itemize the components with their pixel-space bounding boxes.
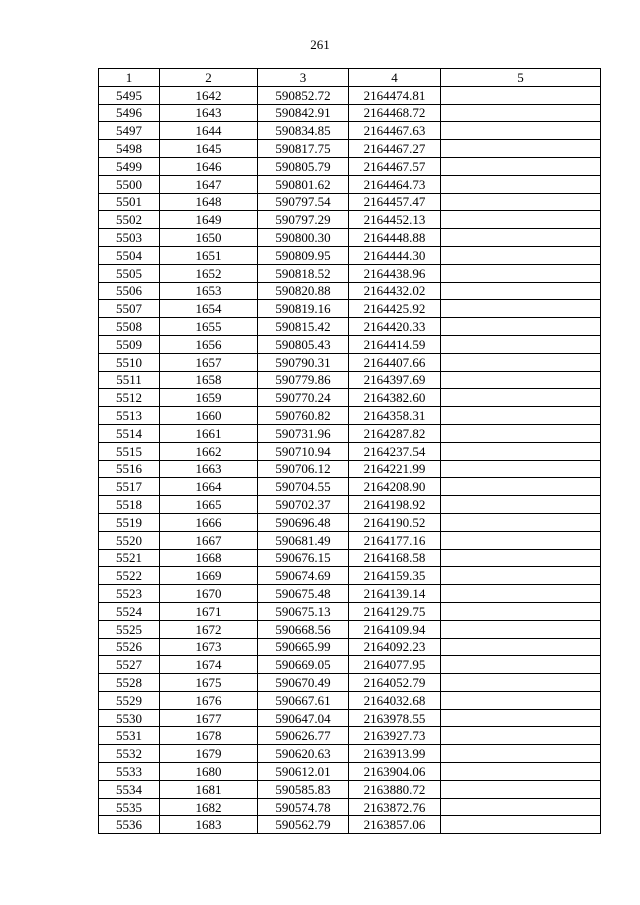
- table-cell-col-5: [441, 318, 601, 336]
- table-cell-col-5: [441, 638, 601, 656]
- table-cell-col-1: 5502: [99, 211, 160, 229]
- table-cell-col-5: [441, 780, 601, 798]
- table-cell-col-3: 590710.94: [258, 442, 349, 460]
- table-cell-col-5: [441, 798, 601, 816]
- table-cell-col-2: 1682: [160, 798, 258, 816]
- table-cell-col-2: 1681: [160, 780, 258, 798]
- table-row: [99, 674, 601, 692]
- table-cell-col-3: 590647.04: [258, 709, 349, 727]
- table-row: [99, 549, 601, 567]
- table-cell-col-5: [441, 389, 601, 407]
- table-cell-col-1: 5514: [99, 424, 160, 442]
- table-cell-col-4: 2164358.31: [349, 407, 441, 425]
- table-cell-col-5: [441, 86, 601, 104]
- table-cell-col-1: 5506: [99, 282, 160, 300]
- table-row: [99, 638, 601, 656]
- table-cell-col-4: 2163872.76: [349, 798, 441, 816]
- table-cell-col-3: 590702.37: [258, 496, 349, 514]
- table-cell-col-4: 2164168.58: [349, 549, 441, 567]
- table-row: [99, 193, 601, 211]
- table-cell-col-1: 5525: [99, 620, 160, 638]
- table-cell-col-5: [441, 300, 601, 318]
- table-cell-col-2: 1667: [160, 531, 258, 549]
- table-cell-col-4: 2164425.92: [349, 300, 441, 318]
- table-cell-col-1: 5510: [99, 353, 160, 371]
- table-cell-col-1: 5534: [99, 780, 160, 798]
- table-cell-col-2: 1677: [160, 709, 258, 727]
- table-cell-col-4: 2164448.88: [349, 229, 441, 247]
- table-cell-col-1: 5522: [99, 567, 160, 585]
- table-row: [99, 424, 601, 442]
- table-cell-col-2: 1658: [160, 371, 258, 389]
- table-row: [99, 246, 601, 264]
- table-cell-col-5: [441, 211, 601, 229]
- table-cell-col-2: 1643: [160, 104, 258, 122]
- table-cell-col-3: 590681.49: [258, 531, 349, 549]
- table-cell-col-5: [441, 496, 601, 514]
- table-cell-col-1: 5520: [99, 531, 160, 549]
- table-cell-col-1: 5527: [99, 656, 160, 674]
- table-cell-col-1: 5519: [99, 513, 160, 531]
- table-row: [99, 816, 601, 834]
- table-cell-col-3: 590574.78: [258, 798, 349, 816]
- table-cell-col-5: [441, 353, 601, 371]
- table-cell-col-3: 590834.85: [258, 122, 349, 140]
- table-cell-col-5: [441, 549, 601, 567]
- table-cell-col-1: 5516: [99, 460, 160, 478]
- table-cell-col-3: 590696.48: [258, 513, 349, 531]
- table-row: [99, 763, 601, 781]
- table-row: [99, 691, 601, 709]
- table-cell-col-1: 5518: [99, 496, 160, 514]
- table-cell-col-2: 1680: [160, 763, 258, 781]
- table-cell-col-4: 2163904.06: [349, 763, 441, 781]
- table-row: [99, 211, 601, 229]
- table-cell-col-5: [441, 745, 601, 763]
- table-cell-col-2: 1649: [160, 211, 258, 229]
- table-cell-col-1: 5513: [99, 407, 160, 425]
- table-cell-col-5: [441, 763, 601, 781]
- table-cell-col-4: 2163857.06: [349, 816, 441, 834]
- table-row: [99, 122, 601, 140]
- table-cell-col-4: 2164287.82: [349, 424, 441, 442]
- table-row: [99, 175, 601, 193]
- table-row: [99, 602, 601, 620]
- table-cell-col-2: 1673: [160, 638, 258, 656]
- table-cell-col-4: 2164109.94: [349, 620, 441, 638]
- table-cell-col-5: [441, 460, 601, 478]
- table-cell-col-3: 590731.96: [258, 424, 349, 442]
- table-cell-col-3: 590818.52: [258, 264, 349, 282]
- table-cell-col-4: 2164077.95: [349, 656, 441, 674]
- table-cell-col-5: [441, 656, 601, 674]
- table-cell-col-1: 5530: [99, 709, 160, 727]
- table-cell-col-5: [441, 407, 601, 425]
- table-row: [99, 335, 601, 353]
- table-row: [99, 229, 601, 247]
- table-cell-col-4: 2164407.66: [349, 353, 441, 371]
- table-cell-col-5: [441, 157, 601, 175]
- table-cell-col-4: 2163913.99: [349, 745, 441, 763]
- table-row: [99, 353, 601, 371]
- table-cell-col-4: 2164464.73: [349, 175, 441, 193]
- table-cell-col-5: [441, 816, 601, 834]
- table-cell-col-1: 5508: [99, 318, 160, 336]
- table-cell-col-2: 1675: [160, 674, 258, 692]
- table-cell-col-5: [441, 691, 601, 709]
- table-cell-col-4: 2163927.73: [349, 727, 441, 745]
- table-cell-col-5: [441, 282, 601, 300]
- table-cell-col-2: 1659: [160, 389, 258, 407]
- table-row: [99, 86, 601, 104]
- table-cell-col-4: 2164438.96: [349, 264, 441, 282]
- table-cell-col-2: 1666: [160, 513, 258, 531]
- table-cell-col-4: 2164452.13: [349, 211, 441, 229]
- table-cell-col-5: [441, 371, 601, 389]
- table-row: [99, 282, 601, 300]
- table-cell-col-4: 2164468.72: [349, 104, 441, 122]
- table-row: [99, 389, 601, 407]
- table-cell-col-2: 1642: [160, 86, 258, 104]
- table-cell-col-3: 590797.54: [258, 193, 349, 211]
- table-cell-col-3: 590820.88: [258, 282, 349, 300]
- table-cell-col-1: 5532: [99, 745, 160, 763]
- table-cell-col-5: [441, 193, 601, 211]
- table-cell-col-1: 5498: [99, 140, 160, 158]
- table-cell-col-2: 1657: [160, 353, 258, 371]
- table-row: [99, 264, 601, 282]
- table-cell-col-3: 590800.30: [258, 229, 349, 247]
- table-cell-col-4: 2164444.30: [349, 246, 441, 264]
- table-cell-col-3: 590842.91: [258, 104, 349, 122]
- table-cell-col-2: 1652: [160, 264, 258, 282]
- table-cell-col-2: 1660: [160, 407, 258, 425]
- table-cell-col-2: 1661: [160, 424, 258, 442]
- table-cell-col-4: 2164208.90: [349, 478, 441, 496]
- table-cell-col-5: [441, 674, 601, 692]
- table-cell-col-3: 590585.83: [258, 780, 349, 798]
- table-cell-col-3: 590809.95: [258, 246, 349, 264]
- table-cell-col-5: [441, 727, 601, 745]
- table-row: [99, 531, 601, 549]
- table-cell-col-5: [441, 567, 601, 585]
- table-cell-col-1: 5497: [99, 122, 160, 140]
- table-cell-col-1: 5523: [99, 585, 160, 603]
- table-cell-col-2: 1654: [160, 300, 258, 318]
- table-cell-col-3: 590779.86: [258, 371, 349, 389]
- table-cell-col-4: 2164467.57: [349, 157, 441, 175]
- table-cell-col-1: 5517: [99, 478, 160, 496]
- table-row: [99, 140, 601, 158]
- table-cell-col-1: 5521: [99, 549, 160, 567]
- column-header-2: 2: [160, 69, 258, 87]
- table-cell-col-5: [441, 602, 601, 620]
- table-cell-col-2: 1683: [160, 816, 258, 834]
- table-row: [99, 727, 601, 745]
- table-row: [99, 442, 601, 460]
- table-row: [99, 157, 601, 175]
- table-cell-col-3: 590805.79: [258, 157, 349, 175]
- table-cell-col-4: 2164092.23: [349, 638, 441, 656]
- table-cell-col-1: 5503: [99, 229, 160, 247]
- table-cell-col-5: [441, 585, 601, 603]
- table-cell-col-3: 590665.99: [258, 638, 349, 656]
- table-cell-col-3: 590797.29: [258, 211, 349, 229]
- column-header-4: 4: [349, 69, 441, 87]
- table-cell-col-2: 1672: [160, 620, 258, 638]
- table-cell-col-3: 590675.48: [258, 585, 349, 603]
- table-cell-col-2: 1669: [160, 567, 258, 585]
- table-cell-col-4: 2164420.33: [349, 318, 441, 336]
- table-cell-col-1: 5535: [99, 798, 160, 816]
- table-cell-col-4: 2163880.72: [349, 780, 441, 798]
- table-cell-col-1: 5524: [99, 602, 160, 620]
- table-cell-col-1: 5536: [99, 816, 160, 834]
- table-cell-col-1: 5509: [99, 335, 160, 353]
- table-row: [99, 585, 601, 603]
- table-cell-col-1: 5533: [99, 763, 160, 781]
- table-cell-col-2: 1644: [160, 122, 258, 140]
- table-cell-col-5: [441, 229, 601, 247]
- table-cell-col-1: 5511: [99, 371, 160, 389]
- table-cell-col-2: 1679: [160, 745, 258, 763]
- table-cell-col-4: 2164474.81: [349, 86, 441, 104]
- table-cell-col-2: 1670: [160, 585, 258, 603]
- table-cell-col-1: 5531: [99, 727, 160, 745]
- table-cell-col-1: 5500: [99, 175, 160, 193]
- coordinates-table: [98, 68, 601, 834]
- table-cell-col-5: [441, 264, 601, 282]
- table-cell-col-2: 1648: [160, 193, 258, 211]
- table-cell-col-3: 590676.15: [258, 549, 349, 567]
- table-cell-col-4: 2164457.47: [349, 193, 441, 211]
- table-cell-col-4: 2164198.92: [349, 496, 441, 514]
- column-header-5: 5: [441, 69, 601, 87]
- table-row: [99, 300, 601, 318]
- table-cell-col-5: [441, 424, 601, 442]
- table-cell-col-4: 2164237.54: [349, 442, 441, 460]
- table-cell-col-3: 590562.79: [258, 816, 349, 834]
- table-cell-col-3: 590819.16: [258, 300, 349, 318]
- column-header-1: 1: [99, 69, 160, 87]
- table-cell-col-5: [441, 442, 601, 460]
- table-cell-col-4: 2164190.52: [349, 513, 441, 531]
- table-cell-col-3: 590706.12: [258, 460, 349, 478]
- table-cell-col-2: 1650: [160, 229, 258, 247]
- table-cell-col-3: 590612.01: [258, 763, 349, 781]
- page-number: 261: [310, 37, 330, 52]
- table-cell-col-3: 590670.49: [258, 674, 349, 692]
- table-row: [99, 780, 601, 798]
- table-cell-col-4: 2164159.35: [349, 567, 441, 585]
- table-cell-col-2: 1647: [160, 175, 258, 193]
- table-cell-col-4: 2164129.75: [349, 602, 441, 620]
- table-cell-col-2: 1651: [160, 246, 258, 264]
- table-cell-col-5: [441, 531, 601, 549]
- table-cell-col-3: 590760.82: [258, 407, 349, 425]
- table-cell-col-1: 5496: [99, 104, 160, 122]
- table-cell-col-3: 590817.75: [258, 140, 349, 158]
- table-cell-col-2: 1671: [160, 602, 258, 620]
- table-row: [99, 371, 601, 389]
- table-row: [99, 407, 601, 425]
- table-cell-col-1: 5507: [99, 300, 160, 318]
- table-row: [99, 478, 601, 496]
- table-row: [99, 656, 601, 674]
- table-cell-col-2: 1653: [160, 282, 258, 300]
- table-cell-col-4: 2164382.60: [349, 389, 441, 407]
- table-cell-col-2: 1663: [160, 460, 258, 478]
- table-cell-col-4: 2164467.27: [349, 140, 441, 158]
- table-cell-col-3: 590790.31: [258, 353, 349, 371]
- table-cell-col-4: 2164221.99: [349, 460, 441, 478]
- table-cell-col-3: 590815.42: [258, 318, 349, 336]
- table-cell-col-2: 1668: [160, 549, 258, 567]
- table-row: [99, 318, 601, 336]
- table-cell-col-3: 590669.05: [258, 656, 349, 674]
- table-cell-col-5: [441, 478, 601, 496]
- table-cell-col-2: 1665: [160, 496, 258, 514]
- table-cell-col-4: 2164139.14: [349, 585, 441, 603]
- table-row: [99, 496, 601, 514]
- table-cell-col-1: 5505: [99, 264, 160, 282]
- table-body: [99, 86, 601, 833]
- table-cell-col-4: 2164467.63: [349, 122, 441, 140]
- table-cell-col-5: [441, 175, 601, 193]
- table-row: [99, 104, 601, 122]
- table-cell-col-2: 1655: [160, 318, 258, 336]
- table-cell-col-2: 1674: [160, 656, 258, 674]
- table-cell-col-3: 590626.77: [258, 727, 349, 745]
- table-row: [99, 709, 601, 727]
- table-cell-col-4: 2164432.02: [349, 282, 441, 300]
- table-cell-col-3: 590620.63: [258, 745, 349, 763]
- table-cell-col-3: 590805.43: [258, 335, 349, 353]
- table-cell-col-2: 1676: [160, 691, 258, 709]
- table-cell-col-1: 5495: [99, 86, 160, 104]
- column-header-3: 3: [258, 69, 349, 87]
- table-header-row: [99, 69, 601, 87]
- table-cell-col-3: 590674.69: [258, 567, 349, 585]
- table-cell-col-1: 5515: [99, 442, 160, 460]
- table-cell-col-2: 1646: [160, 157, 258, 175]
- table-cell-col-5: [441, 122, 601, 140]
- table-cell-col-1: 5529: [99, 691, 160, 709]
- table-cell-col-3: 590852.72: [258, 86, 349, 104]
- table-cell-col-3: 590667.61: [258, 691, 349, 709]
- table-cell-col-1: 5499: [99, 157, 160, 175]
- table-cell-col-5: [441, 335, 601, 353]
- table-cell-col-2: 1662: [160, 442, 258, 460]
- table-cell-col-4: 2164052.79: [349, 674, 441, 692]
- table-row: [99, 567, 601, 585]
- table-row: [99, 798, 601, 816]
- table-cell-col-4: 2164397.69: [349, 371, 441, 389]
- table-cell-col-3: 590668.56: [258, 620, 349, 638]
- table-row: [99, 620, 601, 638]
- table-cell-col-2: 1645: [160, 140, 258, 158]
- table-cell-col-2: 1664: [160, 478, 258, 496]
- table-cell-col-5: [441, 513, 601, 531]
- table-cell-col-5: [441, 620, 601, 638]
- table-cell-col-5: [441, 709, 601, 727]
- table-row: [99, 745, 601, 763]
- table-cell-col-3: 590770.24: [258, 389, 349, 407]
- table-cell-col-5: [441, 246, 601, 264]
- table-cell-col-4: 2163978.55: [349, 709, 441, 727]
- table-cell-col-1: 5512: [99, 389, 160, 407]
- table-cell-col-4: 2164032.68: [349, 691, 441, 709]
- table-cell-col-1: 5528: [99, 674, 160, 692]
- table-row: [99, 460, 601, 478]
- table-cell-col-1: 5504: [99, 246, 160, 264]
- table-cell-col-5: [441, 104, 601, 122]
- table-cell-col-3: 590675.13: [258, 602, 349, 620]
- table-cell-col-3: 590704.55: [258, 478, 349, 496]
- table-row: [99, 513, 601, 531]
- table-cell-col-1: 5501: [99, 193, 160, 211]
- table-cell-col-4: 2164177.16: [349, 531, 441, 549]
- table-cell-col-5: [441, 140, 601, 158]
- table-cell-col-3: 590801.62: [258, 175, 349, 193]
- table-cell-col-1: 5526: [99, 638, 160, 656]
- table-cell-col-2: 1656: [160, 335, 258, 353]
- table-cell-col-2: 1678: [160, 727, 258, 745]
- table-cell-col-4: 2164414.59: [349, 335, 441, 353]
